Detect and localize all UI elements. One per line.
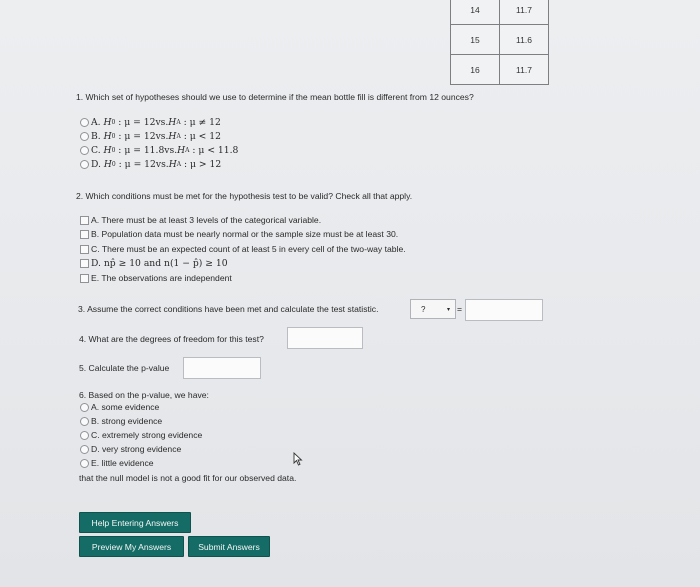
data-table	[450, 0, 549, 85]
q6-option-c[interactable]	[80, 430, 202, 440]
q2-option-b[interactable]	[80, 229, 398, 239]
option-letter: D.	[91, 159, 101, 170]
q2-option-c[interactable]	[80, 244, 406, 254]
option-letter: C.	[91, 145, 101, 156]
option-label: C. extremely strong evidence	[91, 430, 203, 440]
question-5-text: 5. Calculate the p-value	[79, 363, 170, 373]
h0-label: H	[103, 131, 112, 142]
radio-button[interactable]	[80, 417, 89, 426]
h0-sub: 0	[111, 161, 116, 168]
option-label: A. some evidence	[91, 402, 160, 412]
checkbox[interactable]	[80, 274, 89, 283]
test-statistic-input[interactable]	[465, 299, 543, 321]
ha-sub: A	[176, 161, 182, 168]
ha-label: H	[168, 131, 177, 142]
option-letter: B.	[91, 131, 101, 142]
table-cell: 16	[451, 55, 500, 85]
option-label: E. little evidence	[91, 458, 154, 468]
radio-button[interactable]	[80, 118, 89, 127]
radio-button[interactable]	[80, 146, 89, 155]
submit-answers-button[interactable]: Submit Answers	[188, 536, 270, 557]
option-label: A. There must be at least 3 levels of the categorical variable.	[91, 215, 322, 225]
table-cell: 14	[451, 0, 500, 25]
checkbox[interactable]	[80, 216, 89, 225]
option-label: B. Population data must be nearly normal or the sample size must be at least 30.	[91, 229, 399, 239]
radio-button[interactable]	[80, 132, 89, 141]
h0-sub: 0	[111, 147, 116, 154]
chevron-down-icon: ▾	[446, 306, 450, 313]
option-letter: A.	[91, 117, 101, 128]
h0-label: H	[103, 117, 112, 128]
option-label: D. very strong evidence	[91, 444, 182, 454]
radio-button[interactable]	[80, 431, 89, 440]
radio-button[interactable]	[80, 459, 89, 468]
question-6-text: 6. Based on the p-value, we have:	[79, 390, 209, 400]
question-6-trailing-text: that the null model is not a good fit for our observed data.	[79, 473, 297, 483]
h0-value: μ = 11.8	[124, 145, 165, 156]
table-cell: 11.7	[500, 55, 549, 85]
question-1-text: 1. Which set of hypotheses should we use to determine if the mean bottle fill is different from 12 ounces?	[76, 92, 474, 102]
table-row	[451, 55, 549, 85]
q6-option-d[interactable]	[80, 444, 181, 454]
ha-value: μ > 12	[190, 159, 222, 170]
ha-value: μ < 12	[189, 131, 221, 142]
q2-option-d[interactable]	[80, 258, 228, 269]
ha-value: μ ≠ 12	[189, 117, 221, 128]
select-value: ?	[421, 304, 426, 314]
equals-sign: =	[457, 304, 463, 314]
option-label: B. strong evidence	[91, 416, 163, 426]
option-label: C. There must be an expected count of at least 5 in every cell of the two-way table.	[91, 244, 406, 254]
mouse-cursor-icon	[293, 452, 303, 466]
vs-label: vs.	[164, 145, 178, 156]
q1-option-b[interactable]: B. H 0 : μ = 12 vs. H A : μ < 12	[80, 131, 221, 142]
checkbox[interactable]	[80, 259, 89, 268]
q2-option-e[interactable]	[80, 273, 232, 283]
vs-label: vs.	[155, 117, 169, 128]
p-value-input[interactable]	[183, 357, 261, 379]
vs-label: vs.	[155, 131, 169, 142]
table-cell: 11.7	[500, 0, 549, 25]
ha-label: H	[177, 145, 186, 156]
radio-button[interactable]	[80, 160, 89, 169]
q2-option-a[interactable]	[80, 215, 321, 225]
q1-option-d[interactable]: D. H 0 : μ = 12 vs. H A : μ > 12	[80, 159, 221, 170]
h0-sub: 0	[111, 119, 116, 126]
h0-value: μ = 12	[124, 159, 156, 170]
q6-option-e[interactable]	[80, 458, 154, 468]
table-row	[451, 25, 549, 55]
q1-option-c[interactable]: C. H 0 : μ = 11.8 vs. H A : μ < 11.8	[80, 145, 238, 156]
option-label: D. np̂ ≥ 10 and n(1 − p̂) ≥ 10	[91, 258, 228, 269]
table-row	[451, 0, 549, 25]
test-statistic-select[interactable]	[410, 299, 456, 319]
q6-option-b[interactable]	[80, 416, 162, 426]
ha-label: H	[168, 159, 177, 170]
ha-sub: A	[176, 119, 181, 126]
degrees-of-freedom-input[interactable]	[287, 327, 363, 349]
question-4-text: 4. What are the degrees of freedom for this test?	[79, 334, 264, 344]
q6-option-a[interactable]	[80, 402, 159, 412]
h0-value: μ = 12	[124, 117, 156, 128]
help-entering-answers-button[interactable]: Help Entering Answers	[79, 512, 191, 533]
radio-button[interactable]	[80, 445, 89, 454]
vs-label: vs.	[155, 159, 169, 170]
table-cell: 15	[451, 25, 500, 55]
question-3-text: 3. Assume the correct conditions have been met and calculate the test statistic.	[78, 304, 379, 314]
table-cell: 11.6	[500, 25, 549, 55]
checkbox[interactable]	[80, 230, 89, 239]
h0-label: H	[103, 145, 112, 156]
h0-label: H	[103, 159, 112, 170]
preview-answers-button[interactable]: Preview My Answers	[79, 536, 184, 557]
question-2-text: 2. Which conditions must be met for the hypothesis test to be valid? Check all that apply.	[76, 191, 413, 201]
ha-label: H	[168, 117, 177, 128]
q1-option-a[interactable]: A. H 0 : μ = 12 vs. H A : μ ≠ 12	[80, 117, 221, 128]
option-label: E. The observations are independent	[91, 273, 232, 283]
ha-value: μ < 11.8	[198, 145, 239, 156]
h0-value: μ = 12	[124, 131, 156, 142]
radio-button[interactable]	[80, 403, 89, 412]
ha-sub: A	[185, 147, 190, 154]
checkbox[interactable]	[80, 245, 89, 254]
h0-sub: 0	[111, 133, 116, 140]
ha-sub: A	[176, 133, 181, 140]
